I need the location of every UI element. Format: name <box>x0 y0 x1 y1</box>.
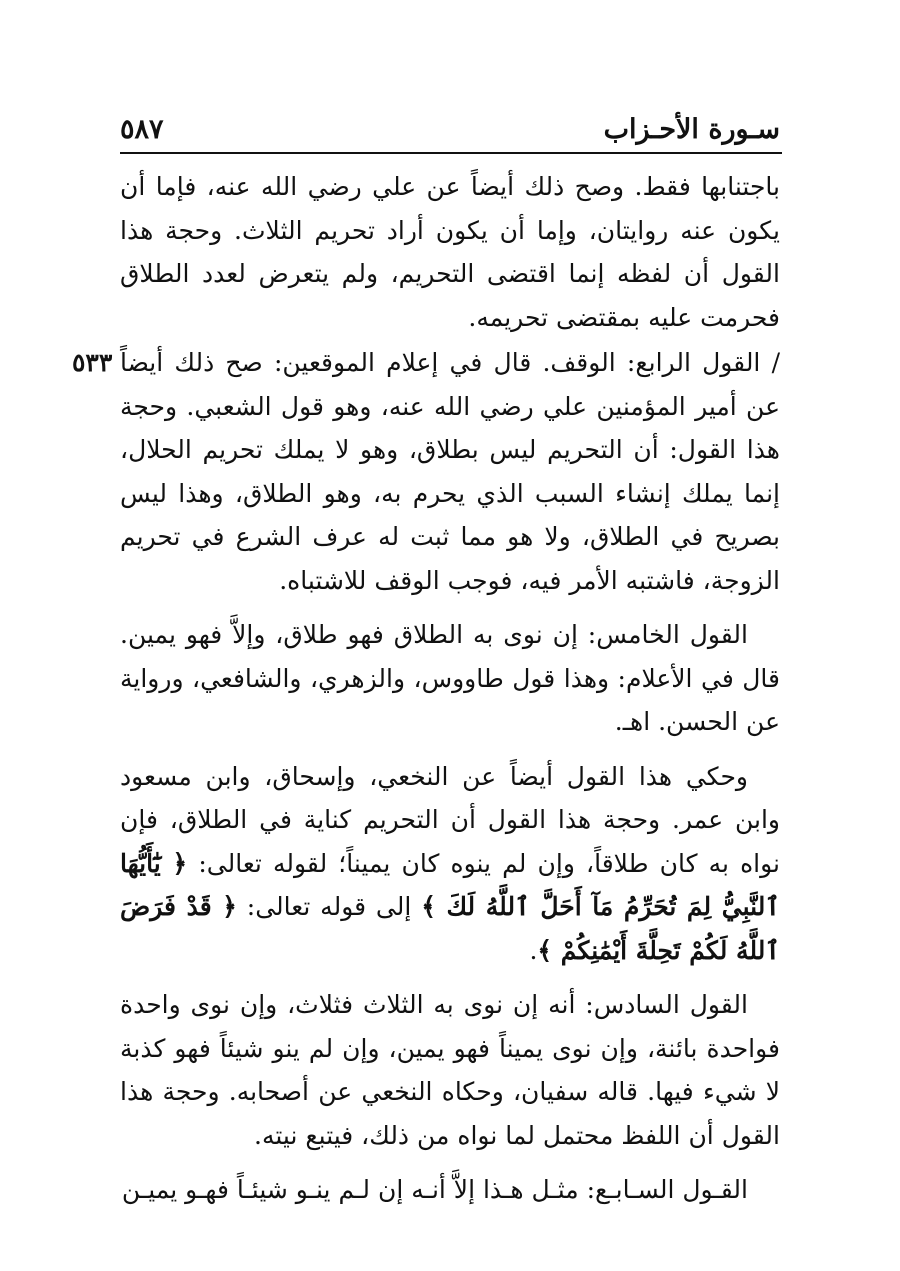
paragraph-seventh-opinion <box>120 1168 780 1212</box>
paragraph-continuation <box>120 165 780 339</box>
paragraph-text: وحكي هذا القول أيضاً عن النخعي، وإسحاق، وابن مسعود وابن عمر. وحجة هذا القول أن التحريم كناية في الطلاق، فإن نواه به كان طلاقاً، وإن لم ينوه كان يميناً؛ لقوله تعالى: <box>120 761 781 878</box>
main-text <box>72 165 781 1212</box>
paragraph-text: / القول الرابع: الوقف. قال في إعلام الموقعين: صح ذلك أيضاً عن أمير المؤمنين علي رضي الله عنه، وهو قول الشعبي. وحجة هذا القول: أن التحريم ليس بطلاق، وهو لا يملك تحريم الحلال، إنما يملك إنشاء السبب الذي يحرم به، وهو الطلاق، وهذا ليس بصريح في الطلاق، ولا هو مما ثبت له عرف الشرع في تحريم الزوجة، فاشتبه الأمر فيه، فوجب الوقف للاشتباه. <box>120 348 780 595</box>
paragraph-narration <box>120 755 780 973</box>
page-number: ٥٨٧ <box>120 114 164 145</box>
paragraph-text: القـول السـابـع: مثـل هـذا إلاَّ أنـه إن لـم ينـو شيئـاً فهـو يميـن <box>121 1175 748 1204</box>
paragraph-gap <box>120 972 780 983</box>
paragraph-fourth-opinion <box>72 341 780 602</box>
quran-verse: ﴿ يَٰٓأَيُّهَا ٱلنَّبِيُّ لِمَ تُحَرِّمُ مَآ أَحَلَّ ٱللَّهُ لَكَ ﴾ <box>120 848 780 921</box>
paragraph-text: إلى قوله تعالى: <box>236 892 422 921</box>
quran-verse: ﴿ قَدْ فَرَضَ ٱللَّهُ لَكُمْ تَحِلَّةَ أَيْمَٰنِكُمْ ﴾ <box>120 892 780 965</box>
paragraph-gap <box>120 602 780 613</box>
paragraph-text: القول الخامس: إن نوى به الطلاق فهو طلاق، وإلاَّ فهو يمين. قال في الأعلام: وهذا قول طاووس، والزهري، والشافعي، ورواية عن الحسن. اهـ. <box>120 620 780 736</box>
paragraph-fifth-opinion <box>120 613 780 744</box>
page-header <box>120 108 780 152</box>
header-divider <box>120 152 782 154</box>
paragraph-sixth-opinion <box>120 983 780 1157</box>
original-page-marker: ٥٣٣ <box>72 348 113 377</box>
paragraph-text: . <box>529 935 538 965</box>
paragraph-gap <box>120 1157 780 1168</box>
paragraph-text: باجتنابها فقط. وصح ذلك أيضاً عن علي رضي الله عنه، فإما أن يكون عنه روايتان، وإما أن يكون أراد تحريم الثلاث. وحجة هذا القول أن لفظه إنما اقتضى التحريم، ولم يتعرض لعدد الطلاق فحرمت عليه بمقتضى تحريمه. <box>120 172 780 332</box>
paragraph-text: القول السادس: أنه إن نوى به الثلاث فثلاث، وإن نوى واحدة فواحدة بائنة، وإن نوى يميناً فهو يمين، وإن لم ينو شيئاً فهو كذبة لا شيء فيها. قاله سفيان، وحكاه النخعي عن أصحابه. وحجة هذا القول أن اللفظ محتمل لما نواه من ذلك، فيتبع نيته. <box>120 990 780 1150</box>
paragraph-gap <box>120 744 780 755</box>
chapter-title: سـورة الأحـزاب <box>603 114 780 145</box>
